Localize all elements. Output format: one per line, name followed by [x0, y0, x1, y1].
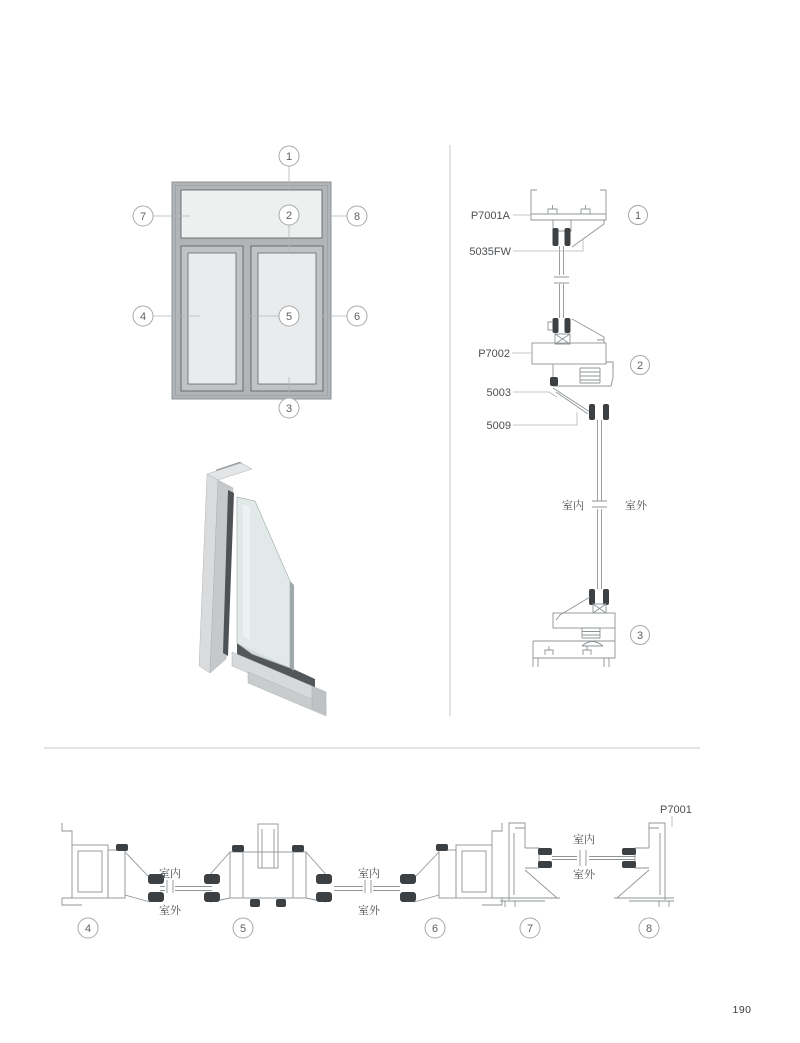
vs-callout-3 [631, 626, 650, 645]
callout-8 [347, 206, 367, 226]
callout-2-number: 2 [285, 210, 293, 222]
leader-5035fw [513, 238, 583, 251]
callout-4 [133, 306, 153, 326]
label-5009: 5009 [486, 420, 511, 432]
plan-section-6-drawing [400, 823, 502, 905]
callout-6 [347, 306, 367, 326]
callout-5-number: 5 [285, 311, 293, 323]
plan-section-7-drawing [500, 823, 560, 907]
plan-outdoor-3: 室外 [573, 869, 595, 881]
plan-outdoor-2: 室外 [358, 905, 380, 917]
upper-glass [554, 246, 569, 318]
vs-callout-1-number: 1 [634, 210, 642, 222]
label-p7001: P7001 [660, 804, 692, 816]
vs-callout-2 [631, 356, 650, 375]
left-sash-glass [188, 253, 236, 384]
plan-glass-run-2 [334, 880, 400, 893]
plan-callout-7-number: 7 [526, 923, 534, 935]
plan-section-4-drawing [62, 823, 164, 905]
plan-section-8-drawing [614, 823, 674, 907]
window-elevation [133, 146, 367, 418]
plan-section-details [62, 804, 692, 938]
plan-outdoor-1: 室外 [159, 905, 181, 917]
leader-5003 [513, 392, 557, 397]
plan-callout-7 [520, 918, 540, 938]
vertical-section-detail [469, 190, 649, 667]
callout-2 [279, 205, 299, 225]
plan-section-5-drawing [204, 824, 332, 907]
leader-5009 [513, 412, 577, 425]
plan-callout-8-number: 8 [645, 923, 653, 935]
sill-profile-drawing [533, 589, 615, 667]
callout-3 [279, 398, 299, 418]
plan-callout-4-number: 4 [84, 923, 92, 935]
plan-indoor-3: 室内 [573, 834, 595, 846]
plan-callout-5 [233, 918, 253, 938]
middle-glass [592, 420, 607, 589]
callout-7-number: 7 [139, 211, 147, 223]
vs-callout-1 [629, 206, 648, 225]
head-profile-drawing [531, 190, 606, 247]
callout-8-number: 8 [353, 211, 361, 223]
callout-3-number: 3 [285, 403, 293, 415]
plan-callout-6-number: 6 [431, 923, 439, 935]
label-5003: 5003 [486, 387, 511, 399]
transom-profile-drawing [532, 318, 613, 420]
plan-callout-6 [425, 918, 445, 938]
plan-callout-5-number: 5 [239, 923, 247, 935]
transom-glass [181, 190, 322, 238]
callout-5 [279, 306, 299, 326]
plan-indoor-1: 室内 [159, 868, 181, 880]
vs-outdoor-label: 室外 [625, 500, 647, 512]
label-5035fw: 5035FW [469, 246, 511, 258]
page-number: 190 [732, 1004, 752, 1016]
isometric-profile-view [199, 462, 326, 716]
callout-7 [133, 206, 153, 226]
callout-4-number: 4 [139, 311, 147, 323]
label-p7001a: P7001A [470, 210, 510, 222]
callout-6-number: 6 [353, 311, 361, 323]
vs-callout-3-number: 3 [636, 630, 644, 642]
plan-indoor-2: 室内 [358, 868, 380, 880]
plan-callout-8 [639, 918, 659, 938]
vs-callout-2-number: 2 [636, 360, 644, 372]
callout-1-number: 1 [285, 151, 293, 163]
label-p7002: P7002 [478, 348, 510, 360]
plan-callout-4 [78, 918, 98, 938]
vs-indoor-label: 室内 [562, 500, 584, 512]
callout-1 [279, 146, 299, 166]
